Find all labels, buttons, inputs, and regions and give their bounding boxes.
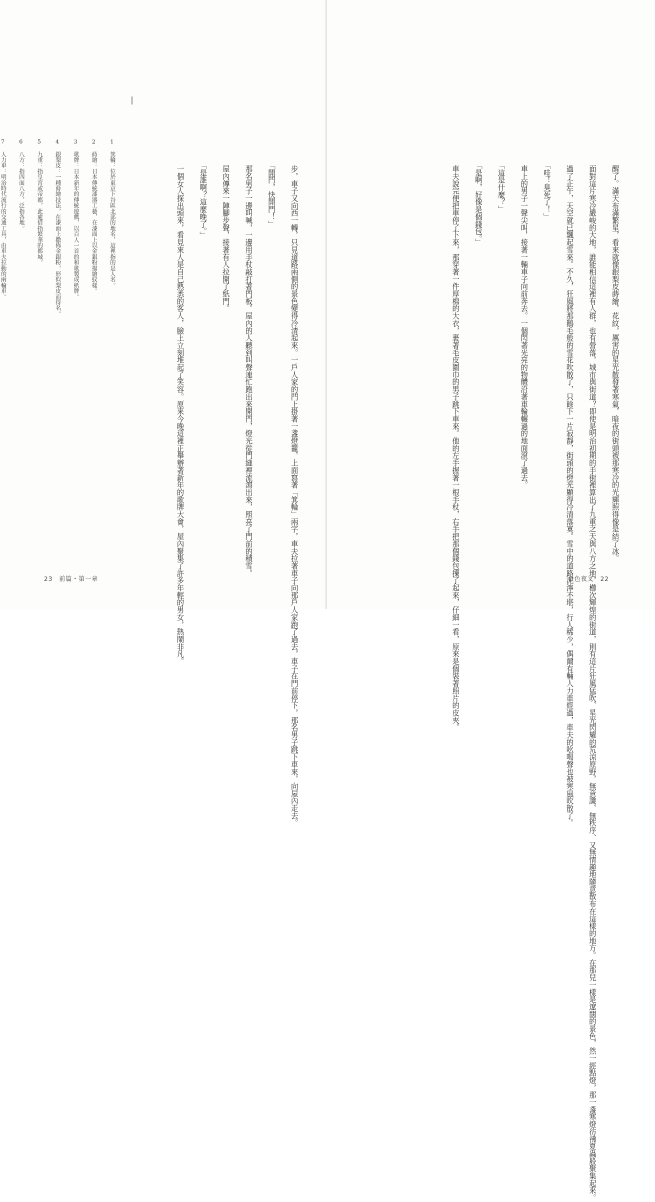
footnote: 5 九重：指皇宮或帝都，此處借指繁華的都城。: [36, 139, 43, 266]
body-text: [140, 103, 312, 827]
footnote: 3 歌牌：日本新年的傳統遊戲，以百人一首的和歌製成紙牌。: [72, 139, 79, 300]
paragraph: 「這是什麼？」: [497, 165, 507, 214]
paragraph: 「哇！臭死了！」: [543, 165, 553, 221]
paragraph: 步，車子又向西一轉，只見道路兩側的景色變得冷清起來。一戶人家的門上掛著一盞燈籠，上面寫著「箕輪」兩字，車夫拉著車子向那戶人家跑了過去，車子在門前停下，那名男子跳下車來，向屋內走去。: [290, 165, 300, 827]
paragraph: 「是誰啊？這麼晚了。」: [199, 165, 209, 239]
footnote: 4 銀梨皮：一種蒔繪技法，在漆面上撒佈金銀粉，形似梨皮而得名。: [54, 139, 61, 317]
right-page: [327, 0, 655, 1202]
footnote: 7 人力車：明治時代流行的交通工具，由車夫拉動的兩輪車。: [0, 139, 6, 300]
page-folio: 金色夜叉 22: [567, 576, 609, 583]
page-folio: 23 前篇・第一章: [44, 576, 99, 583]
paragraph: 車上的男子一聲尖叫，接著一輛車子向前奔去。一個閃著光亮的物體沿著車輪輾過的地面滾了過去。: [520, 165, 530, 489]
paragraph: 醒了。滿天布滿繁星，看來就像銀梨皮蒔繪，花紋，厲害的星光散發著寒氣，暗夜的街頭被那寒冷的光輝照得像是結了冰。: [611, 165, 621, 563]
paragraph: 面對這片寒冷嚴峻的大地，誰能相信這裡有人群，也有營落，城市與街道？即使是明治初期的手街裡算出了九重之天與八方之地，櫛次輝煌的街道，則有這片狂風猛吹、星光閃耀的荒涼原野，無意識、無秩序、又無情趣地隨意散布在這樣的地方。在那兒一樣是遼闊的景色，然一經點燈，那一盞寒燈彷彿夏蟲般聚集起來。: [588, 165, 598, 1202]
paragraph: 過了正午，天空就已飄起雪來。不久，狂風將那鵝毛般的雪花吹散了，只餘下一片寂靜，街頭的燈光顯得冷清落寞。雪中的道路泥濘不堪，行人稀少，偶爾有輛人力車經過，車夫的吆喝聲也被寒風吹散了。: [565, 165, 575, 827]
footnote-rule: [132, 97, 133, 105]
paragraph: 那名男子一邊叫喊，一邊用手杖敲打著門板。屋內的人聽到叫聲連忙跑出來開門，燈光從門縫裡流瀉出來，照亮了門前的積雪。: [244, 165, 254, 577]
paragraph: 一個女人探出頭來，看見來人是自己熟悉的客人，臉上立刻堆起了笑容。原來今晚這裡正舉辦著新年的歌牌大會，屋內聚集了許多年輕的男女，熱鬧非凡。: [176, 165, 186, 666]
paragraph: 「是啊，好像是個錢包。」: [474, 165, 484, 247]
paragraph: 車夫說完便把車停了下來，那穿著一件厚棉的大衣，裹著毛皮圍巾的男子跳下車來。他的左手握著一根手杖，右手把那個錢包揀了起來，仔細一看，原來是個裝著照片的皮夾。: [451, 157, 461, 732]
paragraph: 屋內傳來一陣腳步聲，接著有人拉開了紙門。: [222, 165, 232, 313]
footnote: 6 八方：指四面八方，泛指各地。: [17, 139, 24, 232]
footnotes: [0, 103, 125, 449]
footnote: 1 箕輪：位於東京下谷區北部的地名，這裡指的是人名。: [108, 139, 115, 289]
footnote: 2 蒔繪：日本傳統漆器工藝，在漆面上以金銀粉描繪紋樣。: [90, 139, 97, 294]
paragraph: 「開門，快開門！」: [267, 165, 277, 228]
left-page: [0, 0, 327, 827]
